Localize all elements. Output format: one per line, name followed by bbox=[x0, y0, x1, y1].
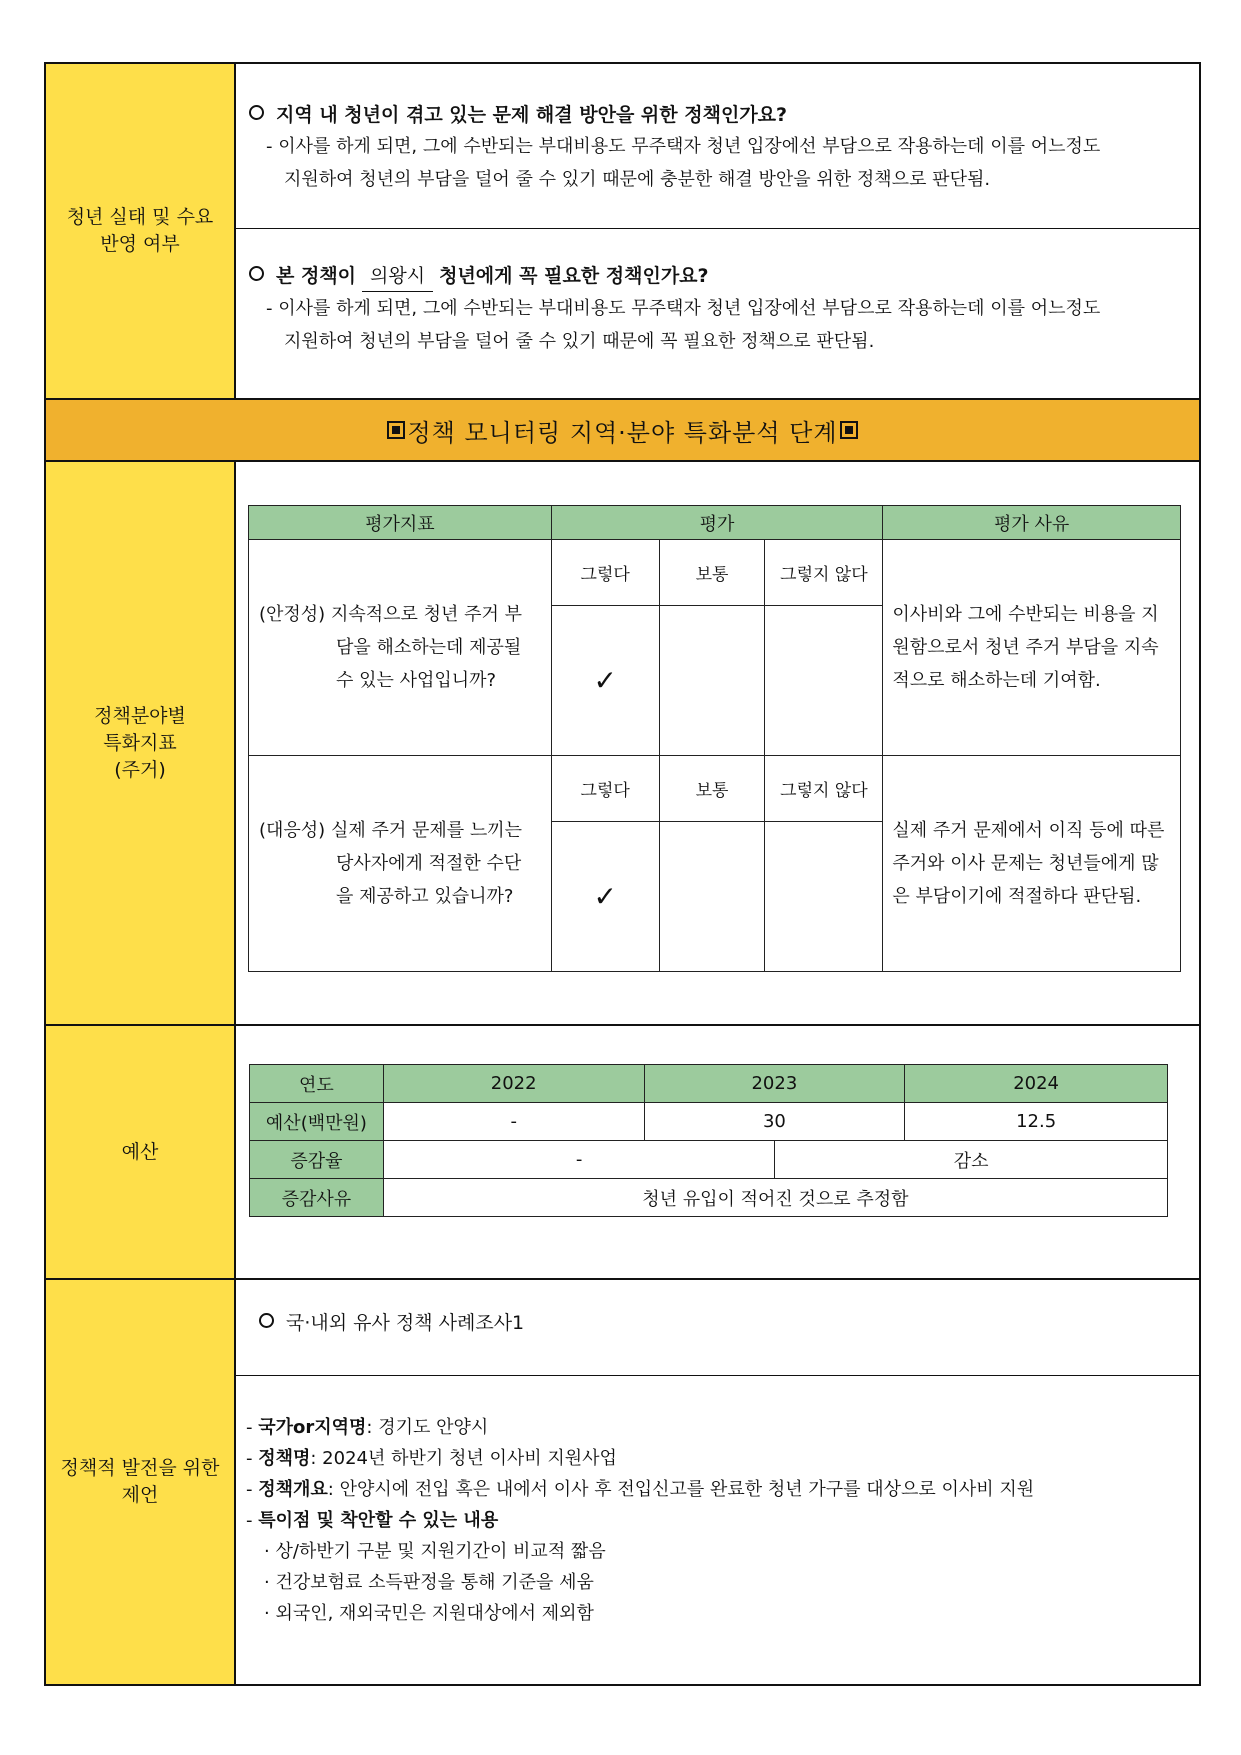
reason-responsiveness: 실제 주거 문제에서 이직 등에 따른 주거와 이사 문제는 청년들에게 많은 부담이기에 적절하다 판단됨. bbox=[883, 756, 1181, 972]
indicator-responsiveness: (대응성) 실제 주거 문제를 느끼는 당사자에게 적절한 수단 을 제공하고 있습니까? bbox=[249, 756, 552, 972]
case-details bbox=[236, 1376, 1199, 1629]
section-proposal bbox=[46, 1280, 1199, 1684]
option-no: 그렇지 않다 bbox=[765, 540, 883, 606]
budget-table bbox=[249, 1064, 1168, 1217]
change-reason-label: 증감사유 bbox=[250, 1179, 384, 1217]
city-name: 의왕시 bbox=[362, 261, 433, 292]
reason-stability: 이사비와 그에 수반되는 비용을 지원함으로서 청년 주거 부담을 지속적으로 해소하는데 기여함. bbox=[883, 540, 1181, 756]
option-yes: 그렇다 bbox=[551, 756, 659, 822]
option-neutral: 보통 bbox=[659, 756, 765, 822]
check-cell-no[interactable] bbox=[765, 606, 883, 756]
indicator-stability: (안정성) 지속적으로 청년 주거 부 담을 해소하는데 제공될 수 있는 사업입니까? bbox=[249, 540, 552, 756]
header-evaluation: 평가 bbox=[551, 506, 883, 540]
year-2023: 2023 bbox=[644, 1065, 905, 1103]
option-no: 그렇지 않다 bbox=[765, 756, 883, 822]
section-budget bbox=[46, 1026, 1199, 1280]
circle-bullet-icon bbox=[259, 1313, 274, 1328]
circle-bullet-icon bbox=[249, 266, 264, 281]
case-title-block bbox=[236, 1280, 1199, 1376]
filled-square-icon bbox=[840, 421, 858, 439]
check-cell-neutral[interactable] bbox=[659, 606, 765, 756]
evaluation-table bbox=[248, 505, 1181, 972]
budget-2022: - bbox=[383, 1103, 644, 1141]
policy-evaluation-form bbox=[44, 62, 1201, 1686]
answer-2: - 이사를 하게 되면, 그에 수반되는 부대비용도 무주택자 청년 입장에선 부담으로 작용하는데 이를 어느정도 지원하여 청년의 부담을 덜어 줄 수 있기 때문에 꼭 필요한 정책으로 판단됨. bbox=[266, 298, 1101, 352]
answer-1: - 이사를 하게 되면, 그에 수반되는 부대비용도 무주택자 청년 입장에선 부담으로 작용하는데 이를 어느정도 지원하여 청년의 부담을 덜어 줄 수 있기 때문에 충분한 해결 방안을 위한 정책으로 판단됨. bbox=[266, 136, 1101, 190]
section-label-reflection: 청년 실태 및 수요 반영 여부 bbox=[46, 64, 236, 398]
section-label-budget: 예산 bbox=[46, 1026, 236, 1278]
budget-2023: 30 bbox=[644, 1103, 905, 1141]
change-rate-second: 감소 bbox=[775, 1141, 1168, 1179]
year-2024: 2024 bbox=[905, 1065, 1168, 1103]
section-label-indicator: 정책분야별 특화지표 (주거) bbox=[46, 462, 236, 1024]
summary-line: - 정책개요: 안양시에 전입 혹은 내에서 이사 후 전입신고를 완료한 청년 가구를 대상으로 이사비 지원 bbox=[246, 1479, 1035, 1500]
checkmark-icon: ✓ bbox=[593, 664, 617, 697]
change-rate-label: 증감율 bbox=[250, 1141, 384, 1179]
year-header: 연도 bbox=[250, 1065, 384, 1103]
case-title: 국·내외 유사 정책 사례조사1 bbox=[246, 1308, 1199, 1338]
circle-bullet-icon bbox=[249, 105, 264, 120]
note-item: · 상/하반기 구분 및 지원기간이 비교적 짧음 bbox=[264, 1541, 606, 1562]
question-block-2 bbox=[236, 229, 1199, 396]
notes-heading: - 특이점 및 착안할 수 있는 내용 bbox=[246, 1510, 499, 1531]
question-2: 본 정책이 의왕시 청년에게 꼭 필요한 정책인가요? bbox=[236, 261, 1199, 292]
question-1: 지역 내 청년이 겪고 있는 문제 해결 방안을 위한 정책인가요? bbox=[236, 100, 1199, 130]
change-rate-first: - bbox=[383, 1141, 775, 1179]
stage-banner: 정책 모니터링 지역·분야 특화분석 단계 bbox=[46, 400, 1199, 462]
question-block-1 bbox=[236, 64, 1199, 229]
check-cell-yes[interactable] bbox=[551, 822, 659, 972]
check-cell-no[interactable] bbox=[765, 822, 883, 972]
option-neutral: 보통 bbox=[659, 540, 765, 606]
checkmark-icon: ✓ bbox=[593, 880, 617, 913]
policy-line: - 정책명: 2024년 하반기 청년 이사비 지원사업 bbox=[246, 1448, 617, 1469]
header-reason: 평가 사유 bbox=[883, 506, 1181, 540]
option-yes: 그렇다 bbox=[551, 540, 659, 606]
header-indicator: 평가지표 bbox=[249, 506, 552, 540]
section-label-proposal: 정책적 발전을 위한 제언 bbox=[46, 1280, 236, 1684]
check-cell-yes[interactable] bbox=[551, 606, 659, 756]
section-reflection bbox=[46, 64, 1199, 400]
filled-square-icon bbox=[387, 421, 405, 439]
note-item: · 외국인, 재외국민은 지원대상에서 제외함 bbox=[264, 1603, 594, 1624]
change-reason: 청년 유입이 적어진 것으로 추정함 bbox=[383, 1179, 1167, 1217]
budget-2024: 12.5 bbox=[905, 1103, 1168, 1141]
check-cell-neutral[interactable] bbox=[659, 822, 765, 972]
section-indicator bbox=[46, 462, 1199, 1026]
budget-label: 예산(백만원) bbox=[250, 1103, 384, 1141]
region-line: - 국가or지역명: 경기도 안양시 bbox=[246, 1417, 489, 1438]
note-item: · 건강보험료 소득판정을 통해 기준을 세움 bbox=[264, 1572, 594, 1593]
year-2022: 2022 bbox=[383, 1065, 644, 1103]
